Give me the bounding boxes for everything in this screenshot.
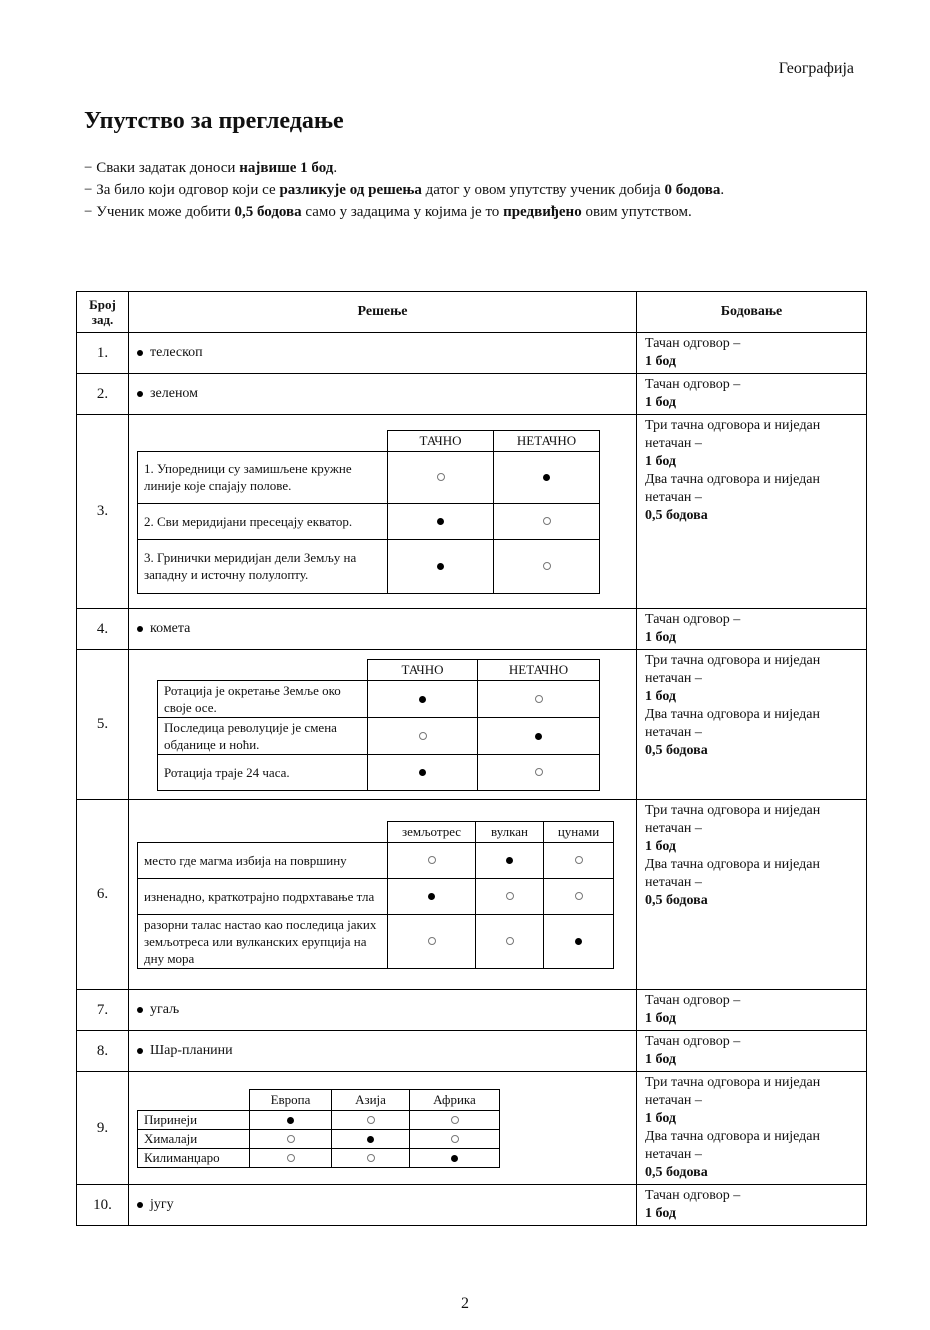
empty-circle-icon xyxy=(575,856,583,864)
empty-circle-icon xyxy=(287,1135,295,1143)
task-score: Три тачна одговора и ниједан нетачан – 1 бод Два тачна одговора и ниједан нетачан – 0,5 бодова xyxy=(637,415,867,609)
grading-table xyxy=(76,291,867,1226)
bullet-icon xyxy=(137,1007,143,1013)
filled-circle-icon xyxy=(428,893,435,900)
filled-circle-icon xyxy=(506,857,513,864)
empty-circle-icon xyxy=(419,732,427,740)
task-score: Три тачна одговора и ниједан нетачан – 1 бод Два тачна одговора и ниједан нетачан – 0,5 бодова xyxy=(637,650,867,800)
task-score: Тачан одговор – 1 бод xyxy=(637,1185,867,1226)
task-number: 1. xyxy=(77,333,129,374)
empty-circle-icon xyxy=(543,562,551,570)
task-number: 9. xyxy=(77,1072,129,1185)
task-score: Три тачна одговора и ниједан нетачан – 1 бод Два тачна одговора и ниједан нетачан – 0,5 бодова xyxy=(637,1072,867,1185)
task-score: Тачан одговор – 1 бод xyxy=(637,1031,867,1072)
filled-circle-icon xyxy=(287,1117,294,1124)
task-solution: зеленом xyxy=(129,374,637,415)
task-solution: комета xyxy=(129,609,637,650)
col-earthquake-header: земљотрес xyxy=(388,821,476,842)
task-solution xyxy=(129,650,637,800)
instruction-2: − За било који одговор који се разликује од решења датог у овом упутству ученик добија 0 бодова. xyxy=(84,182,725,198)
empty-circle-icon xyxy=(506,937,514,945)
task-row-4 xyxy=(77,609,867,650)
task-number: 10. xyxy=(77,1185,129,1226)
mountain-name: Хималаји xyxy=(138,1129,250,1148)
bullet-icon xyxy=(137,391,143,397)
task-row-8 xyxy=(77,1031,867,1072)
statement: место где магма избија на површину xyxy=(138,842,388,878)
bullet-icon xyxy=(137,1048,143,1054)
mountain-name: Пиринеји xyxy=(138,1110,250,1129)
true-header: ТАЧНО xyxy=(388,430,494,451)
task-solution: угаљ xyxy=(129,990,637,1031)
table-header-row xyxy=(77,292,867,333)
empty-circle-icon xyxy=(428,856,436,864)
filled-circle-icon xyxy=(535,733,542,740)
filled-circle-icon xyxy=(419,769,426,776)
empty-circle-icon xyxy=(543,517,551,525)
task-solution xyxy=(129,800,637,990)
filled-circle-icon xyxy=(437,518,444,525)
page-title: Упутство за прегледање xyxy=(84,108,344,134)
filled-circle-icon xyxy=(419,696,426,703)
instruction-1: − Сваки задатак доноси највише 1 бод. xyxy=(84,160,338,176)
task-solution xyxy=(129,1072,637,1185)
true-false-table xyxy=(157,659,600,791)
empty-circle-icon xyxy=(451,1135,459,1143)
col-europe-header: Европа xyxy=(250,1089,332,1110)
filled-circle-icon xyxy=(437,563,444,570)
task-score: Тачан одговор – 1 бод xyxy=(637,609,867,650)
empty-circle-icon xyxy=(575,892,583,900)
task-row-2 xyxy=(77,374,867,415)
bullet-icon xyxy=(137,350,143,356)
task-number: 6. xyxy=(77,800,129,990)
col-solution-header: Решење xyxy=(129,292,637,333)
subject-label: Географија xyxy=(778,60,854,77)
statement: Последица револуције је смена обданице и ноћи. xyxy=(158,717,368,754)
task-score: Тачан одговор – 1 бод xyxy=(637,333,867,374)
empty-circle-icon xyxy=(287,1154,295,1162)
task-score: Тачан одговор – 1 бод xyxy=(637,990,867,1031)
col-volcano-header: вулкан xyxy=(476,821,544,842)
empty-circle-icon xyxy=(535,768,543,776)
empty-circle-icon xyxy=(437,473,445,481)
empty-circle-icon xyxy=(367,1154,375,1162)
task-score: Тачан одговор – 1 бод xyxy=(637,374,867,415)
task-row-1 xyxy=(77,333,867,374)
bullet-icon xyxy=(137,1202,143,1208)
task-number: 5. xyxy=(77,650,129,800)
task-solution: југу xyxy=(129,1185,637,1226)
task-number: 3. xyxy=(77,415,129,609)
task-row-6 xyxy=(77,800,867,990)
mountains-table xyxy=(137,1089,500,1168)
empty-circle-icon xyxy=(428,937,436,945)
task-row-10 xyxy=(77,1185,867,1226)
page-number: 2 xyxy=(461,1295,469,1312)
empty-circle-icon xyxy=(451,1116,459,1124)
task-solution: Шар-планини xyxy=(129,1031,637,1072)
col-num-header: Број зад. xyxy=(77,292,129,333)
instruction-3: − Ученик може добити 0,5 бодова само у задацима у којима је то предвиђено овим упутством. xyxy=(84,204,692,220)
statement: 3. Гринички меридијан дели Земљу на западну и источну полулопту. xyxy=(138,539,388,593)
statement: изненадно, краткотрајно подрхтавање тла xyxy=(138,878,388,914)
statement: разорни талас настао као последица јаких земљотреса или вулканских ерупција на дну мора xyxy=(138,914,388,968)
mountain-name: Килиманџаро xyxy=(138,1148,250,1167)
col-africa-header: Африка xyxy=(410,1089,500,1110)
empty-circle-icon xyxy=(506,892,514,900)
task-row-3 xyxy=(77,415,867,609)
empty-circle-icon xyxy=(535,695,543,703)
disaster-table xyxy=(137,821,614,969)
instructions xyxy=(84,157,824,223)
task-number: 2. xyxy=(77,374,129,415)
false-header: НЕТАЧНО xyxy=(494,430,600,451)
task-number: 8. xyxy=(77,1031,129,1072)
true-false-table xyxy=(137,430,600,594)
statement: 2. Сви меридијани пресецају екватор. xyxy=(138,503,388,539)
false-header: НЕТАЧНО xyxy=(478,659,600,680)
col-asia-header: Азија xyxy=(332,1089,410,1110)
empty-circle-icon xyxy=(367,1116,375,1124)
filled-circle-icon xyxy=(367,1136,374,1143)
col-score-header: Бодовање xyxy=(637,292,867,333)
task-solution: телескоп xyxy=(129,333,637,374)
task-score: Три тачна одговора и ниједан нетачан – 1 бод Два тачна одговора и ниједан нетачан – 0,5 бодова xyxy=(637,800,867,990)
task-row-7 xyxy=(77,990,867,1031)
task-number: 4. xyxy=(77,609,129,650)
filled-circle-icon xyxy=(451,1155,458,1162)
task-solution xyxy=(129,415,637,609)
bullet-icon xyxy=(137,626,143,632)
statement: Ротација траје 24 часа. xyxy=(158,754,368,790)
true-header: ТАЧНО xyxy=(368,659,478,680)
statement: 1. Упоредници су замишљене кружне линије које спајају полове. xyxy=(138,451,388,503)
statement: Ротација је окретање Земље око своје осе. xyxy=(158,680,368,717)
task-number: 7. xyxy=(77,990,129,1031)
col-tsunami-header: цунами xyxy=(544,821,614,842)
filled-circle-icon xyxy=(575,938,582,945)
task-row-9 xyxy=(77,1072,867,1185)
filled-circle-icon xyxy=(543,474,550,481)
task-row-5 xyxy=(77,650,867,800)
